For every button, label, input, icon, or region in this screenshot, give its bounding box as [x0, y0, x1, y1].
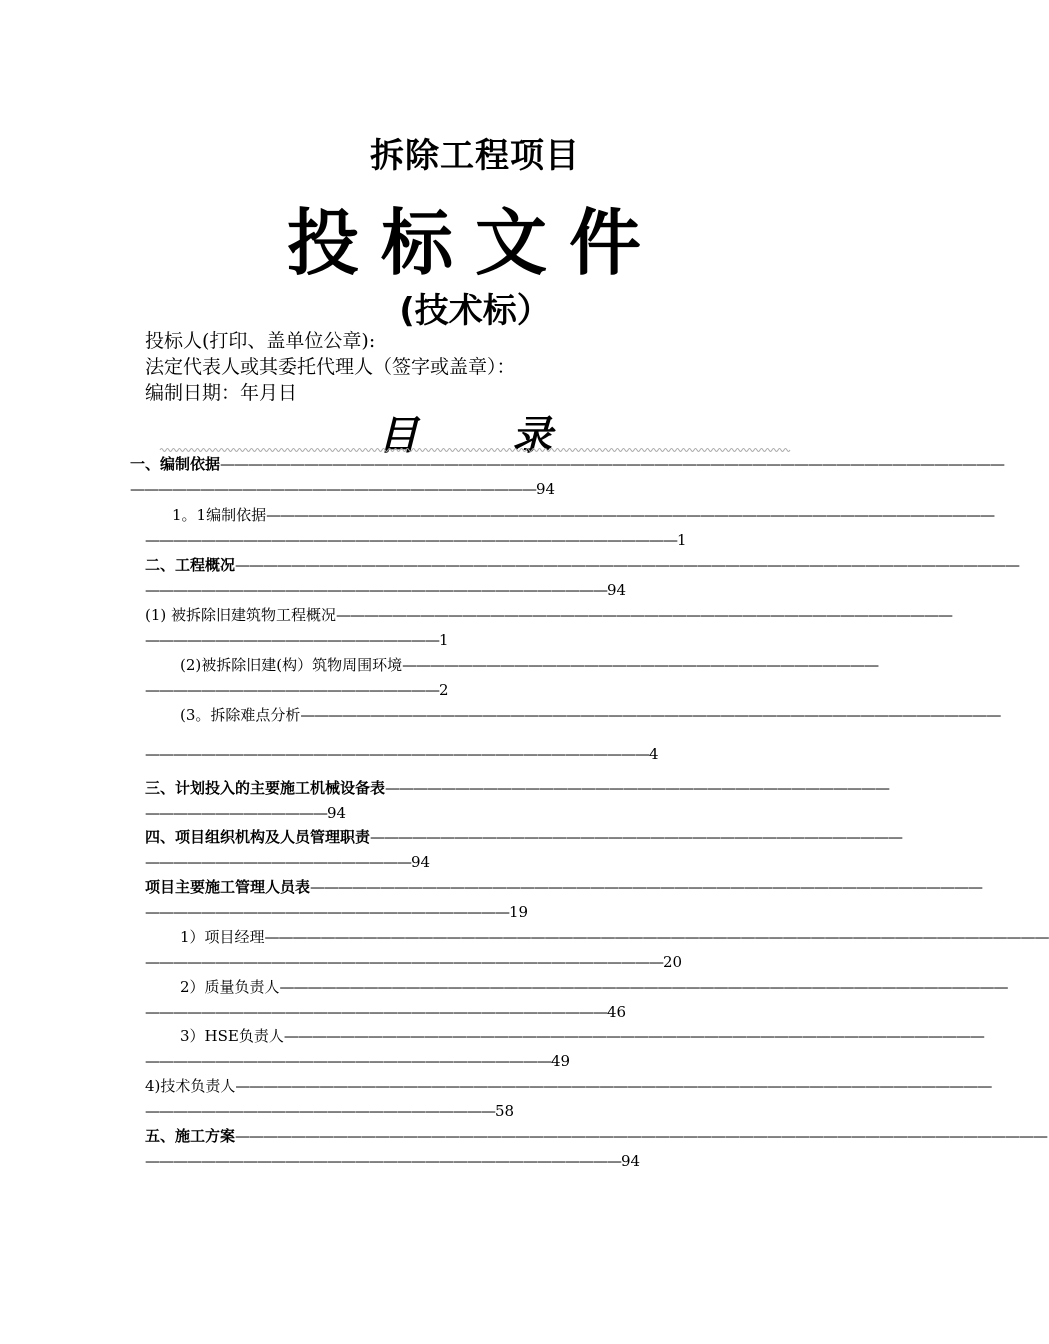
toc-entry-label: 五、施工方案 [145, 1127, 236, 1145]
toc-entry-label: (3。拆除难点分析 [180, 706, 301, 724]
toc-leader-dashes: ————————————————————————————————————— [145, 953, 663, 971]
toc-leader-dashes: —————————————————————————————————— [145, 1152, 621, 1170]
toc-page-number: 94 [411, 853, 431, 871]
toc-leader-dashes: —————————————————————————— [145, 903, 509, 921]
toc-page-number: 4 [649, 745, 659, 763]
toc-page-number: 1 [677, 531, 687, 549]
toc-leader-dashes: —————————————————————————————————————————————————— [300, 706, 1001, 724]
toc-entry-label: 三、计划投入的主要施工机械设备表 [145, 779, 386, 797]
toc-entry[interactable] [0, 925, 1049, 975]
toc-entry[interactable] [0, 776, 890, 826]
toc-page-number: 19 [509, 903, 529, 921]
document-subtitle: (技术标） [399, 291, 551, 331]
toc-entry-label: 项目主要施工管理人员表 [145, 878, 311, 896]
toc-leader-dashes: ———————————————————————————————————— [385, 779, 890, 797]
cover-info [145, 328, 516, 406]
toc-leader-dashes: —————————————————————————————————————————————————————————— [235, 1127, 1048, 1145]
toc-leader-dashes: ————————————————————————————— [145, 1052, 551, 1070]
toc-leader-dashes: ———————————————————————————————————————————— [336, 606, 953, 624]
toc-entry-label: 4)技术负责人 [145, 1077, 236, 1095]
toc-entry[interactable] [0, 653, 879, 703]
toc-leader-dashes: ————————————————————— [145, 681, 439, 699]
toc-page-number: 1 [439, 631, 449, 649]
toc-page-number: 94 [607, 581, 627, 599]
toc-leader-dashes: —————————————————————————————————————————————————————— [235, 1077, 992, 1095]
toc-leader-dashes: —————————————————————————————————— [402, 656, 879, 674]
toc-entry-label: 3）HSE负责人 [180, 1027, 284, 1045]
toc-leader-dashes: ———————————————————————————————————————————————— [310, 878, 983, 896]
toc-leader-dashes: ————————————————————————————— [130, 480, 536, 498]
toc-page-number: 20 [663, 953, 683, 971]
representative-line: 法定代表人或其委托代理人（签字或盖章）： [145, 356, 516, 378]
toc-entry-label: 1。1编制依据 [172, 506, 267, 524]
toc-entry[interactable] [0, 1124, 1048, 1174]
toc-entry-label: (1) 被拆除旧建筑物工程概况 [145, 606, 337, 624]
toc-page-number: 49 [551, 1052, 571, 1070]
toc-leader-dashes: —————————————————————————————————————— [370, 828, 903, 846]
toc-page-number: 2 [439, 681, 449, 699]
toc-leader-dashes: ————————————————————————————————— [145, 1003, 607, 1021]
toc-entry[interactable] [0, 875, 983, 925]
toc-leader-dashes: ———————————————————————————————————————————————————————— [264, 928, 1049, 946]
toc-entry[interactable] [0, 503, 995, 553]
toc-entry[interactable] [0, 452, 1005, 502]
date-line: 编制日期：年月日 [145, 382, 298, 404]
toc-leader-dashes: ———————————————————————————————————— [145, 745, 649, 763]
toc-leader-dashes: —————————————————————————————————————————————————— [283, 1027, 984, 1045]
toc-page-number: 58 [495, 1102, 515, 1120]
toc-entry[interactable] [0, 825, 903, 875]
toc-leader-dashes: ———————————————————————————————————————————————————— [279, 978, 1008, 996]
toc-leader-dashes: ————————————————————————— [145, 1102, 495, 1120]
toc-page-number: 46 [607, 1003, 627, 1021]
toc-entry-label: 二、工程概况 [145, 556, 236, 574]
toc-leader-dashes: ————————————— [145, 804, 327, 822]
toc-entry-label: 一、编制依据 [130, 455, 221, 473]
toc-entry-label: 2）质量负责人 [180, 978, 280, 996]
project-title: 拆除工程项目 [370, 136, 580, 176]
toc-leader-dashes: ———————————————————————————————————————————————————————— [220, 455, 1005, 473]
toc-leader-dashes: —————————————————————————————————————— [145, 531, 677, 549]
toc-leader-dashes: ———————————————————————————————————————————————————————— [235, 556, 1020, 574]
toc-leader-dashes: ————————————————————————————————— [145, 581, 607, 599]
toc-entry[interactable] [0, 703, 1001, 767]
toc-heading: 目 录 [378, 413, 592, 459]
toc-page-number: 94 [621, 1152, 641, 1170]
toc-entry[interactable] [0, 1024, 984, 1074]
toc-entry[interactable] [0, 1074, 992, 1124]
toc-page-number: 94 [327, 804, 347, 822]
toc-leader-dashes: ——————————————————— [145, 853, 411, 871]
toc-leader-dashes: ————————————————————— [145, 631, 439, 649]
toc-entry[interactable] [0, 975, 1008, 1025]
toc-entry-label: (2)被拆除旧建(构）筑物周围环境 [180, 656, 403, 674]
toc-entry[interactable] [0, 603, 953, 653]
toc-leader-dashes: ———————————————————————————————————————————————————— [266, 506, 995, 524]
document-title: 投标文件 [286, 201, 663, 285]
toc-page-number: 94 [536, 480, 556, 498]
bidder-line: 投标人(打印、盖单位公章): [145, 330, 376, 352]
toc-entry-label: 1）项目经理 [180, 928, 265, 946]
toc-entry[interactable] [0, 553, 1020, 603]
toc-entry-label: 四、项目组织机构及人员管理职责 [145, 828, 371, 846]
